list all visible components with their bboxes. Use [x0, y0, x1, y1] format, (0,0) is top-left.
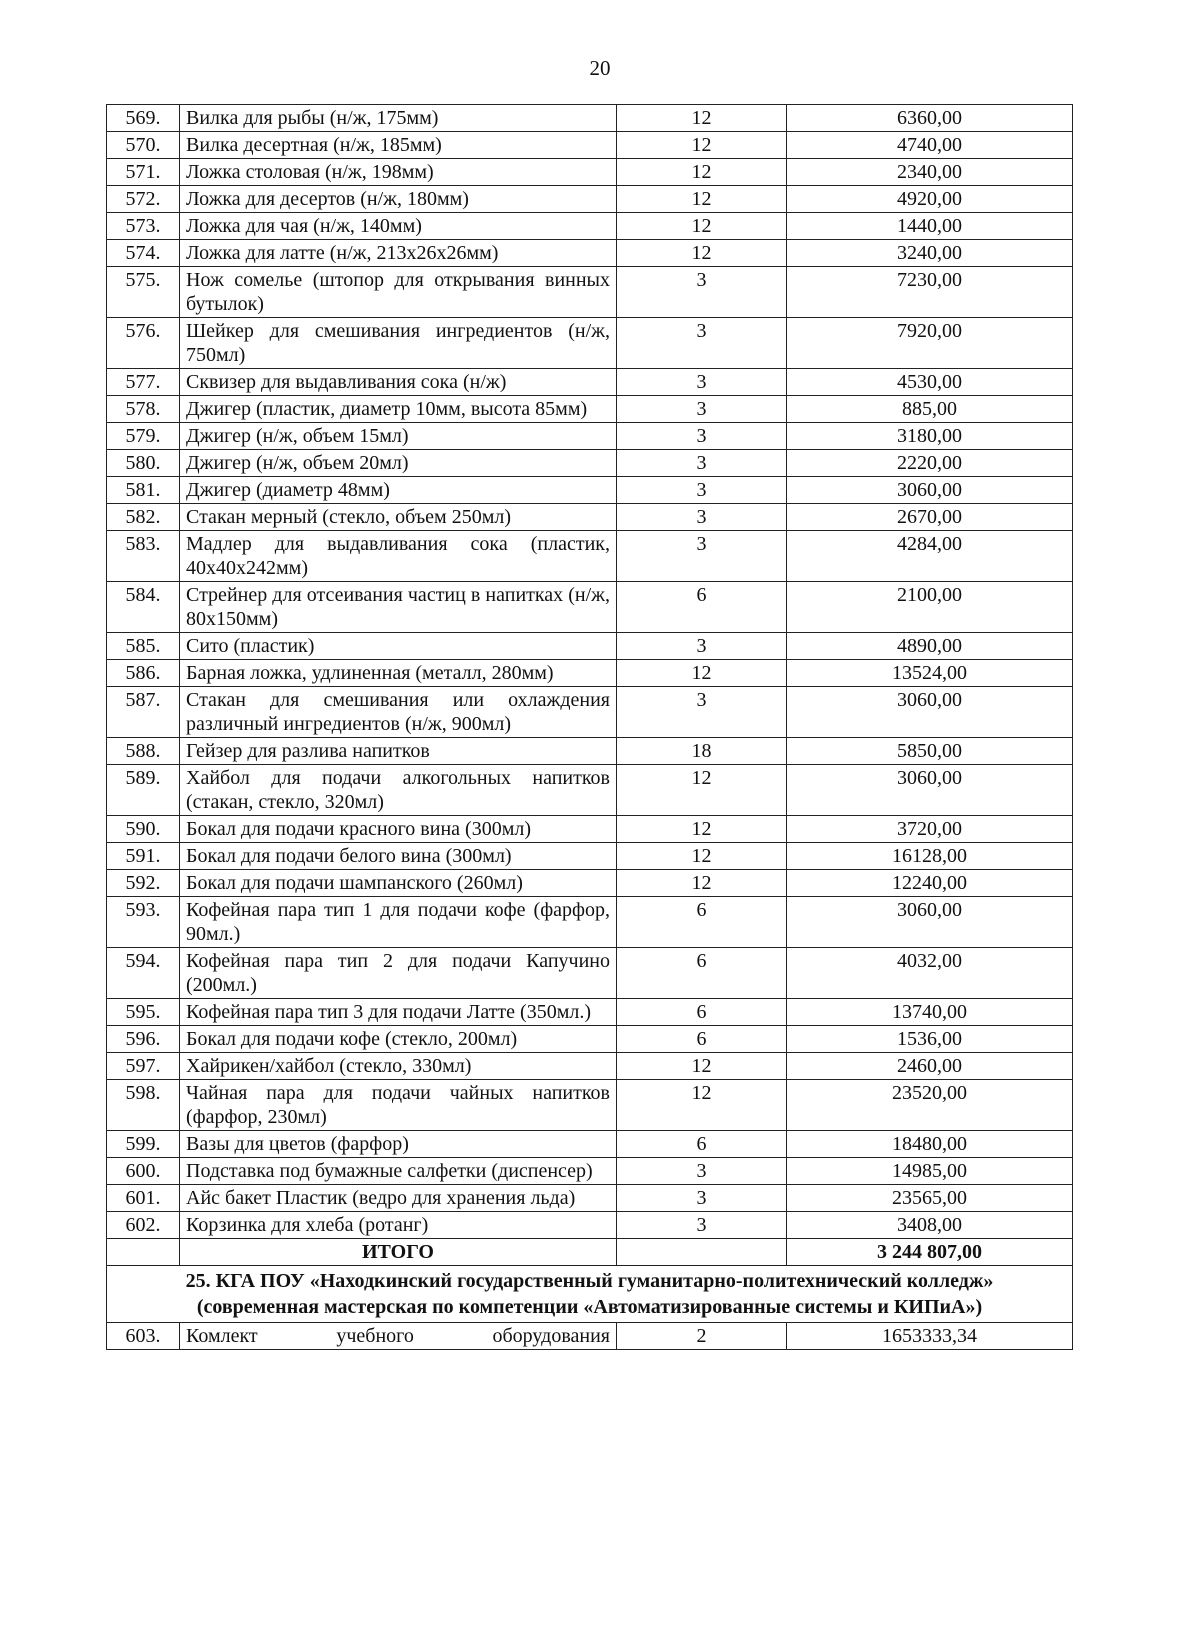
item-price: 13740,00 — [787, 999, 1073, 1026]
item-price: 3408,00 — [787, 1212, 1073, 1239]
table-row — [107, 816, 1073, 843]
row-number: 582. — [107, 504, 180, 531]
table-row — [107, 948, 1073, 999]
item-name: Комлект учебного оборудования — [180, 1323, 617, 1350]
row-number: 580. — [107, 450, 180, 477]
row-number: 585. — [107, 633, 180, 660]
item-price: 1653333,34 — [787, 1323, 1073, 1350]
item-quantity: 6 — [617, 948, 787, 999]
item-name: Джигер (диаметр 48мм) — [180, 477, 617, 504]
item-name: Сквизер для выдавливания сока (н/ж) — [180, 369, 617, 396]
item-quantity: 12 — [617, 213, 787, 240]
table-row — [107, 738, 1073, 765]
row-number: 577. — [107, 369, 180, 396]
item-name: Сито (пластик) — [180, 633, 617, 660]
row-number: 581. — [107, 477, 180, 504]
row-number: 600. — [107, 1158, 180, 1185]
table-row — [107, 765, 1073, 816]
row-number: 587. — [107, 687, 180, 738]
row-number: 603. — [107, 1323, 180, 1350]
item-quantity: 6 — [617, 897, 787, 948]
table-row — [107, 633, 1073, 660]
row-number: 597. — [107, 1053, 180, 1080]
row-number: 584. — [107, 582, 180, 633]
item-quantity: 12 — [617, 816, 787, 843]
total-empty-qty-cell — [617, 1239, 787, 1266]
item-price: 2340,00 — [787, 159, 1073, 186]
item-name: Нож сомелье (штопор для открывания винных бутылок) — [180, 267, 617, 318]
item-quantity: 12 — [617, 105, 787, 132]
item-quantity: 3 — [617, 687, 787, 738]
item-quantity: 12 — [617, 240, 787, 267]
item-quantity: 6 — [617, 582, 787, 633]
item-quantity: 12 — [617, 1053, 787, 1080]
item-price: 3060,00 — [787, 687, 1073, 738]
row-number: 579. — [107, 423, 180, 450]
item-quantity: 12 — [617, 186, 787, 213]
table-row — [107, 1080, 1073, 1131]
item-price: 4032,00 — [787, 948, 1073, 999]
item-name: Бокал для подачи белого вина (300мл) — [180, 843, 617, 870]
table-row — [107, 213, 1073, 240]
item-quantity: 3 — [617, 477, 787, 504]
equipment-table — [106, 104, 1073, 1350]
item-name: Чайная пара для подачи чайных напитков (фарфор, 230мл) — [180, 1080, 617, 1131]
item-name: Кофейная пара тип 1 для подачи кофе (фарфор, 90мл.) — [180, 897, 617, 948]
item-name: Хайрикен/хайбол (стекло, 330мл) — [180, 1053, 617, 1080]
item-price: 4284,00 — [787, 531, 1073, 582]
item-name: Ложка для латте (н/ж, 213x26x26мм) — [180, 240, 617, 267]
table-row — [107, 396, 1073, 423]
table-row — [107, 843, 1073, 870]
item-name: Бокал для подачи красного вина (300мл) — [180, 816, 617, 843]
item-price: 3240,00 — [787, 240, 1073, 267]
total-empty-cell — [107, 1239, 180, 1266]
table-row — [107, 423, 1073, 450]
item-price: 6360,00 — [787, 105, 1073, 132]
item-name: Ложка для десертов (н/ж, 180мм) — [180, 186, 617, 213]
table-row — [107, 1026, 1073, 1053]
table-row — [107, 660, 1073, 687]
row-number: 601. — [107, 1185, 180, 1212]
item-price: 7920,00 — [787, 318, 1073, 369]
item-quantity: 12 — [617, 159, 787, 186]
row-number: 599. — [107, 1131, 180, 1158]
row-number: 573. — [107, 213, 180, 240]
item-price: 885,00 — [787, 396, 1073, 423]
item-name: Вилка для рыбы (н/ж, 175мм) — [180, 105, 617, 132]
row-number: 589. — [107, 765, 180, 816]
table-row — [107, 999, 1073, 1026]
item-quantity: 3 — [617, 531, 787, 582]
item-quantity: 12 — [617, 132, 787, 159]
page-number: 20 — [589, 56, 611, 80]
item-price: 2460,00 — [787, 1053, 1073, 1080]
table-row — [107, 369, 1073, 396]
item-price: 2100,00 — [787, 582, 1073, 633]
row-number: 572. — [107, 186, 180, 213]
row-number: 596. — [107, 1026, 180, 1053]
item-quantity: 3 — [617, 318, 787, 369]
row-number: 594. — [107, 948, 180, 999]
item-name: Бокал для подачи кофе (стекло, 200мл) — [180, 1026, 617, 1053]
section-title-line1: 25. КГА ПОУ «Находкинский государственный гуманитарно-политехнический колледж» — [185, 1270, 994, 1292]
item-name: Гейзер для разлива напитков — [180, 738, 617, 765]
total-value: 3 244 807,00 — [787, 1239, 1073, 1266]
item-quantity: 6 — [617, 999, 787, 1026]
table-row — [107, 1212, 1073, 1239]
item-name: Шейкер для смешивания ингредиентов (н/ж, 750мл) — [180, 318, 617, 369]
item-quantity: 3 — [617, 450, 787, 477]
table-row — [107, 1131, 1073, 1158]
item-quantity: 2 — [617, 1323, 787, 1350]
section-header-row — [107, 1266, 1073, 1323]
item-quantity: 6 — [617, 1026, 787, 1053]
item-price: 5850,00 — [787, 738, 1073, 765]
table-row — [107, 1158, 1073, 1185]
table-row — [107, 1323, 1073, 1350]
item-price: 4890,00 — [787, 633, 1073, 660]
item-name: Вилка десертная (н/ж, 185мм) — [180, 132, 617, 159]
item-price: 7230,00 — [787, 267, 1073, 318]
row-number: 583. — [107, 531, 180, 582]
item-quantity: 3 — [617, 396, 787, 423]
row-number: 570. — [107, 132, 180, 159]
row-number: 578. — [107, 396, 180, 423]
item-price: 3060,00 — [787, 765, 1073, 816]
item-price: 4920,00 — [787, 186, 1073, 213]
total-label: ИТОГО — [180, 1239, 617, 1266]
row-number: 595. — [107, 999, 180, 1026]
table-row — [107, 870, 1073, 897]
row-number: 574. — [107, 240, 180, 267]
item-price: 23520,00 — [787, 1080, 1073, 1131]
row-number: 569. — [107, 105, 180, 132]
item-name: Хайбол для подачи алкогольных напитков (стакан, стекло, 320мл) — [180, 765, 617, 816]
row-number: 586. — [107, 660, 180, 687]
section-title-line2: (современная мастерская по компетенции «Автоматизированные системы и КИПиА») — [196, 1296, 983, 1318]
item-name: Джигер (н/ж, объем 15мл) — [180, 423, 617, 450]
table-row — [107, 267, 1073, 318]
table-row — [107, 531, 1073, 582]
item-quantity: 3 — [617, 1158, 787, 1185]
table-row — [107, 477, 1073, 504]
item-quantity: 12 — [617, 843, 787, 870]
table-row — [107, 105, 1073, 132]
item-price: 3720,00 — [787, 816, 1073, 843]
item-quantity: 12 — [617, 660, 787, 687]
table-row — [107, 1185, 1073, 1212]
table-row — [107, 582, 1073, 633]
item-price: 1536,00 — [787, 1026, 1073, 1053]
item-price: 3180,00 — [787, 423, 1073, 450]
row-number: 588. — [107, 738, 180, 765]
item-price: 12240,00 — [787, 870, 1073, 897]
item-name: Барная ложка, удлиненная (металл, 280мм) — [180, 660, 617, 687]
table-row — [107, 159, 1073, 186]
item-price: 4530,00 — [787, 369, 1073, 396]
table-row — [107, 132, 1073, 159]
table-row — [107, 687, 1073, 738]
row-number: 590. — [107, 816, 180, 843]
item-name: Стакан для смешивания или охлаждения различный ингредиентов (н/ж, 900мл) — [180, 687, 617, 738]
row-number: 591. — [107, 843, 180, 870]
row-number: 576. — [107, 318, 180, 369]
equipment-table-body — [107, 105, 1073, 1350]
item-name: Джигер (н/ж, объем 20мл) — [180, 450, 617, 477]
item-price: 1440,00 — [787, 213, 1073, 240]
table-row — [107, 1053, 1073, 1080]
table-row — [107, 318, 1073, 369]
table-row — [107, 186, 1073, 213]
item-quantity: 3 — [617, 1212, 787, 1239]
item-quantity: 3 — [617, 267, 787, 318]
item-quantity: 3 — [617, 423, 787, 450]
row-number: 592. — [107, 870, 180, 897]
item-name: Кофейная пара тип 3 для подачи Латте (350мл.) — [180, 999, 617, 1026]
item-quantity: 3 — [617, 633, 787, 660]
table-row — [107, 504, 1073, 531]
table-row — [107, 897, 1073, 948]
item-price: 16128,00 — [787, 843, 1073, 870]
row-number: 602. — [107, 1212, 180, 1239]
item-quantity: 12 — [617, 1080, 787, 1131]
item-name: Корзинка для хлеба (ротанг) — [180, 1212, 617, 1239]
section-header — [107, 1266, 1073, 1323]
item-name: Стакан мерный (стекло, объем 250мл) — [180, 504, 617, 531]
row-number: 571. — [107, 159, 180, 186]
item-quantity: 3 — [617, 1185, 787, 1212]
item-name: Джигер (пластик, диаметр 10мм, высота 85мм) — [180, 396, 617, 423]
item-quantity: 6 — [617, 1131, 787, 1158]
table-row — [107, 450, 1073, 477]
item-quantity: 12 — [617, 870, 787, 897]
item-price: 3060,00 — [787, 897, 1073, 948]
item-name: Бокал для подачи шампанского (260мл) — [180, 870, 617, 897]
item-name: Вазы для цветов (фарфор) — [180, 1131, 617, 1158]
item-price: 3060,00 — [787, 477, 1073, 504]
row-number: 598. — [107, 1080, 180, 1131]
item-price: 2670,00 — [787, 504, 1073, 531]
row-number: 575. — [107, 267, 180, 318]
item-quantity: 3 — [617, 369, 787, 396]
item-name: Подставка под бумажные салфетки (диспенсер) — [180, 1158, 617, 1185]
row-number: 593. — [107, 897, 180, 948]
item-name: Стрейнер для отсеивания частиц в напитках (н/ж, 80x150мм) — [180, 582, 617, 633]
item-price: 4740,00 — [787, 132, 1073, 159]
item-price: 23565,00 — [787, 1185, 1073, 1212]
total-row — [107, 1239, 1073, 1266]
item-price: 14985,00 — [787, 1158, 1073, 1185]
item-name: Ложка столовая (н/ж, 198мм) — [180, 159, 617, 186]
item-name: Айс бакет Пластик (ведро для хранения льда) — [180, 1185, 617, 1212]
item-price: 2220,00 — [787, 450, 1073, 477]
item-name: Мадлер для выдавливания сока (пластик, 40x40x242мм) — [180, 531, 617, 582]
item-price: 13524,00 — [787, 660, 1073, 687]
item-quantity: 18 — [617, 738, 787, 765]
table-row — [107, 240, 1073, 267]
item-quantity: 3 — [617, 504, 787, 531]
item-price: 18480,00 — [787, 1131, 1073, 1158]
item-name: Кофейная пара тип 2 для подачи Капучино (200мл.) — [180, 948, 617, 999]
item-quantity: 12 — [617, 765, 787, 816]
item-name: Ложка для чая (н/ж, 140мм) — [180, 213, 617, 240]
